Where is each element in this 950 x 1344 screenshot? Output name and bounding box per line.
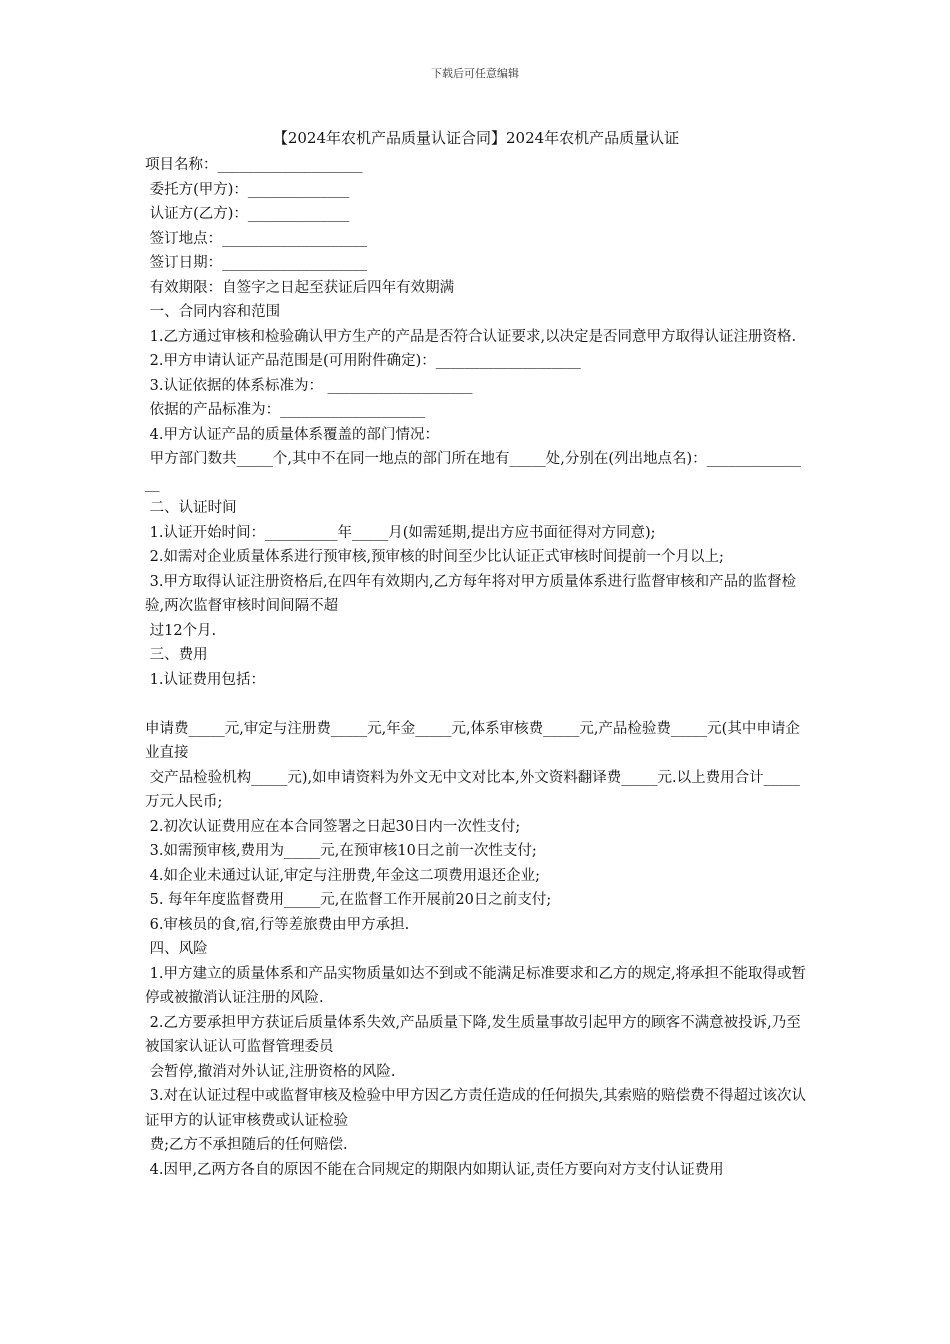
document-line: 申请费_____元,审定与注册费_____元,年金_____元,体系审核费_____元,产品检验费_____元(其中申请企业直接 [145, 720, 800, 761]
document-lines [145, 153, 807, 1182]
document-line: 会暂停,撤消对外认证,注册资格的风险. [145, 1063, 396, 1080]
document-line: 二、认证时间 [145, 500, 237, 516]
document-line: 费;乙方不承担随后的任何赔偿. [145, 1137, 348, 1153]
document-line: 2.乙方要承担甲方获证后质量体系失效,产品质量下降,发生质量事故引起甲方的顾客不满意被投诉,乃至被国家认证认可监督管理委员 [145, 1014, 801, 1055]
document-line: 一、合同内容和范围 [145, 304, 281, 320]
document-line: 4.如企业未通过认证,审定与注册费,年金这二项费用退还企业; [145, 867, 541, 884]
document-line: 2.初次认证费用应在本合同签署之日起30日内一次性支付; [145, 818, 521, 835]
document-line: 2.甲方申请认证产品范围是(可用附件确定)：____________________ [145, 353, 581, 369]
document-line: 6.审核员的食,宿,行等差旅费由甲方承担. [145, 916, 410, 933]
document-line: 4.因甲,乙两方各自的原因不能在合同规定的期限内如期认证,责任方要向对方支付认证费用 [145, 1161, 724, 1178]
document-line: 1.乙方通过审核和检验确认甲方生产的产品是否符合认证要求,以决定是否同意甲方取得认证注册资格. [145, 328, 797, 345]
document-line: 项目名称：____________________ [145, 157, 363, 173]
document-line: 委托方(甲方)：______________ [145, 181, 350, 198]
document-line: 依据的产品标准为：____________________ [145, 402, 426, 418]
document-line: 1.认证开始时间：__________年_____月(如需延期,提出方应书面征得对方同意); [145, 524, 656, 541]
document-line: 3.如需预审核,费用为_____元,在预审核10日之前一次性支付; [145, 843, 537, 859]
document-line: 4.甲方认证产品的质量体系覆盖的部门情况： [145, 426, 439, 443]
document-line: 过12个月. [145, 622, 217, 639]
document-line: 有效期限：自签字之日起至获证后四年有效期满 [145, 279, 455, 296]
document-line: 1.认证费用包括： [145, 671, 265, 688]
document-line: 签订地点：____________________ [145, 230, 368, 247]
document-line [145, 692, 807, 717]
document-line: 交产品检验机构_____元),如申请资料为外文无中文对比本,外文资料翻译费_____元.以上费用合计_____万元人民币; [145, 769, 800, 810]
document-line: 签订日期：____________________ [145, 255, 368, 271]
page-header: 下载后可任意编辑 [431, 67, 519, 80]
document-title: 【2024年农机产品质量认证合同】2024年农机产品质量认证 [272, 129, 680, 147]
document-line: 3.认证依据的体系标准为： ____________________ [145, 377, 473, 394]
document-line: 1.甲方建立的质量体系和产品实物质量如达不到或不能满足标准要求和乙方的规定,将承担不能取得或暂停或被撤消认证注册的风险. [145, 965, 807, 1006]
document-line: 5. 每年年度监督费用_____元,在监督工作开展前20日之前支付; [145, 892, 552, 908]
document-body [145, 126, 807, 1182]
document-line: 3.甲方取得认证注册资格后,在四年有效期内,乙方每年将对甲方质量体系进行监督审核和产品的监督检验,两次监督审核时间间隔不超 [145, 573, 797, 614]
document-line: 三、费用 [145, 647, 208, 663]
document-line: 2.如需对企业质量体系进行预审核,预审核的时间至少比认证正式审核时间提前一个月以上; [145, 549, 724, 565]
document-line: 3.对在认证过程中或监督审核及检验中甲方因乙方责任造成的任何损失,其索赔的赔偿费不得超过该次认证甲方的认证审核费或认证检验 [145, 1088, 807, 1129]
document-line: 甲方部门数共_____个,其中不在同一地点的部门所在地有_____处,分别在(列出地点名)：_______________ [145, 451, 801, 492]
document-line: 认证方(乙方)：______________ [145, 206, 350, 222]
document-line: 四、风险 [145, 941, 208, 957]
